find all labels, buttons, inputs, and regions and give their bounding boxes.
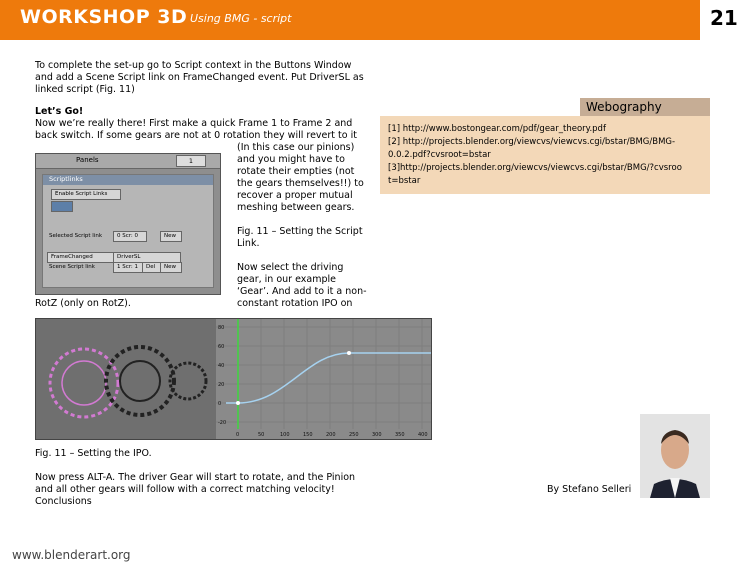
text-line: and you might have to	[237, 154, 345, 165]
webography-box	[380, 116, 710, 194]
text-line: rotate their empties (not	[237, 166, 355, 177]
text-line: and all other gears will follow with a correct matching velocity!	[35, 484, 335, 495]
text-line: gear, in our example	[237, 274, 336, 285]
author-byline: By Stefano Selleri	[547, 484, 632, 495]
x-tick: 0	[236, 432, 240, 438]
y-tick: 40	[218, 363, 225, 369]
figure-caption: Fig. 11 – Setting the IPO.	[35, 448, 152, 459]
y-tick: -20	[218, 420, 227, 426]
x-tick: 50	[258, 432, 265, 438]
webography-link[interactable]: [3]http://projects.blender.org/viewcvs/viewcvs.cgi/bstar/BMG/?cvsroo	[388, 163, 682, 173]
ipo-editor-screenshot	[35, 318, 432, 440]
x-tick: 300	[372, 432, 382, 438]
x-tick: 350	[395, 432, 405, 438]
text-line: and add a Scene Script link on FrameChanged event. Put DriverSL as	[35, 72, 364, 83]
frame-field[interactable]: 1	[176, 155, 206, 167]
ipo-view	[36, 319, 431, 439]
final-paragraph	[35, 472, 355, 508]
script-icon[interactable]	[51, 201, 73, 212]
webography-title: Webography	[586, 100, 662, 114]
webography-link[interactable]: 0.0.2.pdf?cvsroot=bstar	[388, 150, 491, 160]
author-photo	[640, 414, 710, 498]
section-heading: Let’s Go!	[35, 106, 84, 117]
webography-link[interactable]: [2] http://projects.blender.org/viewcvs/viewcvs.cgi/bstar/BMG/BMG-	[388, 137, 676, 147]
webography-link[interactable]: t=bstar	[388, 176, 421, 186]
text-line: Conclusions	[35, 496, 92, 507]
x-tick: 100	[280, 432, 290, 438]
scriptlinks-panel	[42, 174, 214, 288]
page-number: 21	[710, 6, 738, 30]
text-line: ‘Gear’. And add to it a non-	[237, 286, 367, 297]
y-tick: 20	[218, 382, 225, 388]
text-line: Now we’re really there! First make a quick Frame 1 to Frame 2 and	[35, 118, 353, 129]
selected-script-field[interactable]: 0 Scr: 0	[113, 231, 147, 242]
text-line: back switch. If some gears are not at 0 rotation they will revert to it	[35, 130, 357, 141]
ipo-keyframe[interactable]	[236, 401, 240, 405]
y-tick: 60	[218, 344, 225, 350]
event-select[interactable]: FrameChanged	[47, 252, 115, 263]
enable-script-links-button[interactable]: Enable Script Links	[51, 189, 121, 200]
text-line: meshing between gears.	[237, 202, 355, 213]
script-name-field[interactable]: DriverSL	[113, 252, 181, 263]
x-tick: 150	[303, 432, 313, 438]
y-tick: 0	[218, 401, 222, 407]
panels-label: Panels	[76, 156, 99, 164]
text-line: Now press ALT-A. The driver Gear will start to rotate, and the Pinion	[35, 472, 356, 483]
right-column-text	[237, 142, 367, 310]
text-line: Link.	[237, 238, 260, 249]
text-line: To complete the set-up go to Script context in the Buttons Window	[35, 60, 352, 71]
spacer	[237, 214, 367, 226]
text-line: (In this case our pinions)	[237, 142, 355, 153]
scene-script-field[interactable]: 1 Scr: 1	[113, 262, 143, 273]
ipo-keyframe[interactable]	[347, 351, 351, 355]
del-button[interactable]: Del	[142, 262, 162, 273]
footer-url[interactable]: www.blenderart.org	[12, 548, 131, 562]
text-line: Fig. 11 – Setting the Script	[237, 226, 363, 237]
new-button[interactable]: New	[160, 262, 182, 273]
new-button[interactable]: New	[160, 231, 182, 242]
page-header	[0, 0, 750, 40]
selected-script-label: Selected Script link	[49, 233, 103, 239]
x-tick: 250	[349, 432, 359, 438]
article-subtitle: Using BMG - script	[190, 12, 292, 25]
webography-link[interactable]: [1] http://www.bostongear.com/pdf/gear_theory.pdf	[388, 124, 606, 134]
intro-paragraph	[35, 60, 364, 96]
x-tick: 200	[326, 432, 336, 438]
script-link-screenshot	[35, 153, 221, 295]
scene-script-label: Scene Script link	[49, 264, 95, 270]
spacer	[237, 250, 367, 262]
text-line: constant rotation IPO on	[237, 298, 353, 309]
text-line: linked script (Fig. 11)	[35, 84, 135, 95]
rotz-line: RotZ (only on RotZ).	[35, 298, 131, 309]
webography-title-bar	[580, 98, 710, 116]
text-line: the gears themselves!!) to	[237, 178, 364, 189]
y-tick: 80	[218, 325, 225, 331]
lets-go-paragraph	[35, 118, 357, 142]
x-tick: 400	[418, 432, 428, 438]
text-line: recover a proper mutual	[237, 190, 353, 201]
magazine-section-title: WORKSHOP 3D	[20, 6, 188, 28]
text-line: Now select the driving	[237, 262, 344, 273]
buttons-window-header	[36, 154, 220, 169]
page-number-box	[700, 0, 750, 40]
panel-title: Scriptlinks	[43, 175, 213, 185]
author-portrait	[640, 414, 710, 498]
